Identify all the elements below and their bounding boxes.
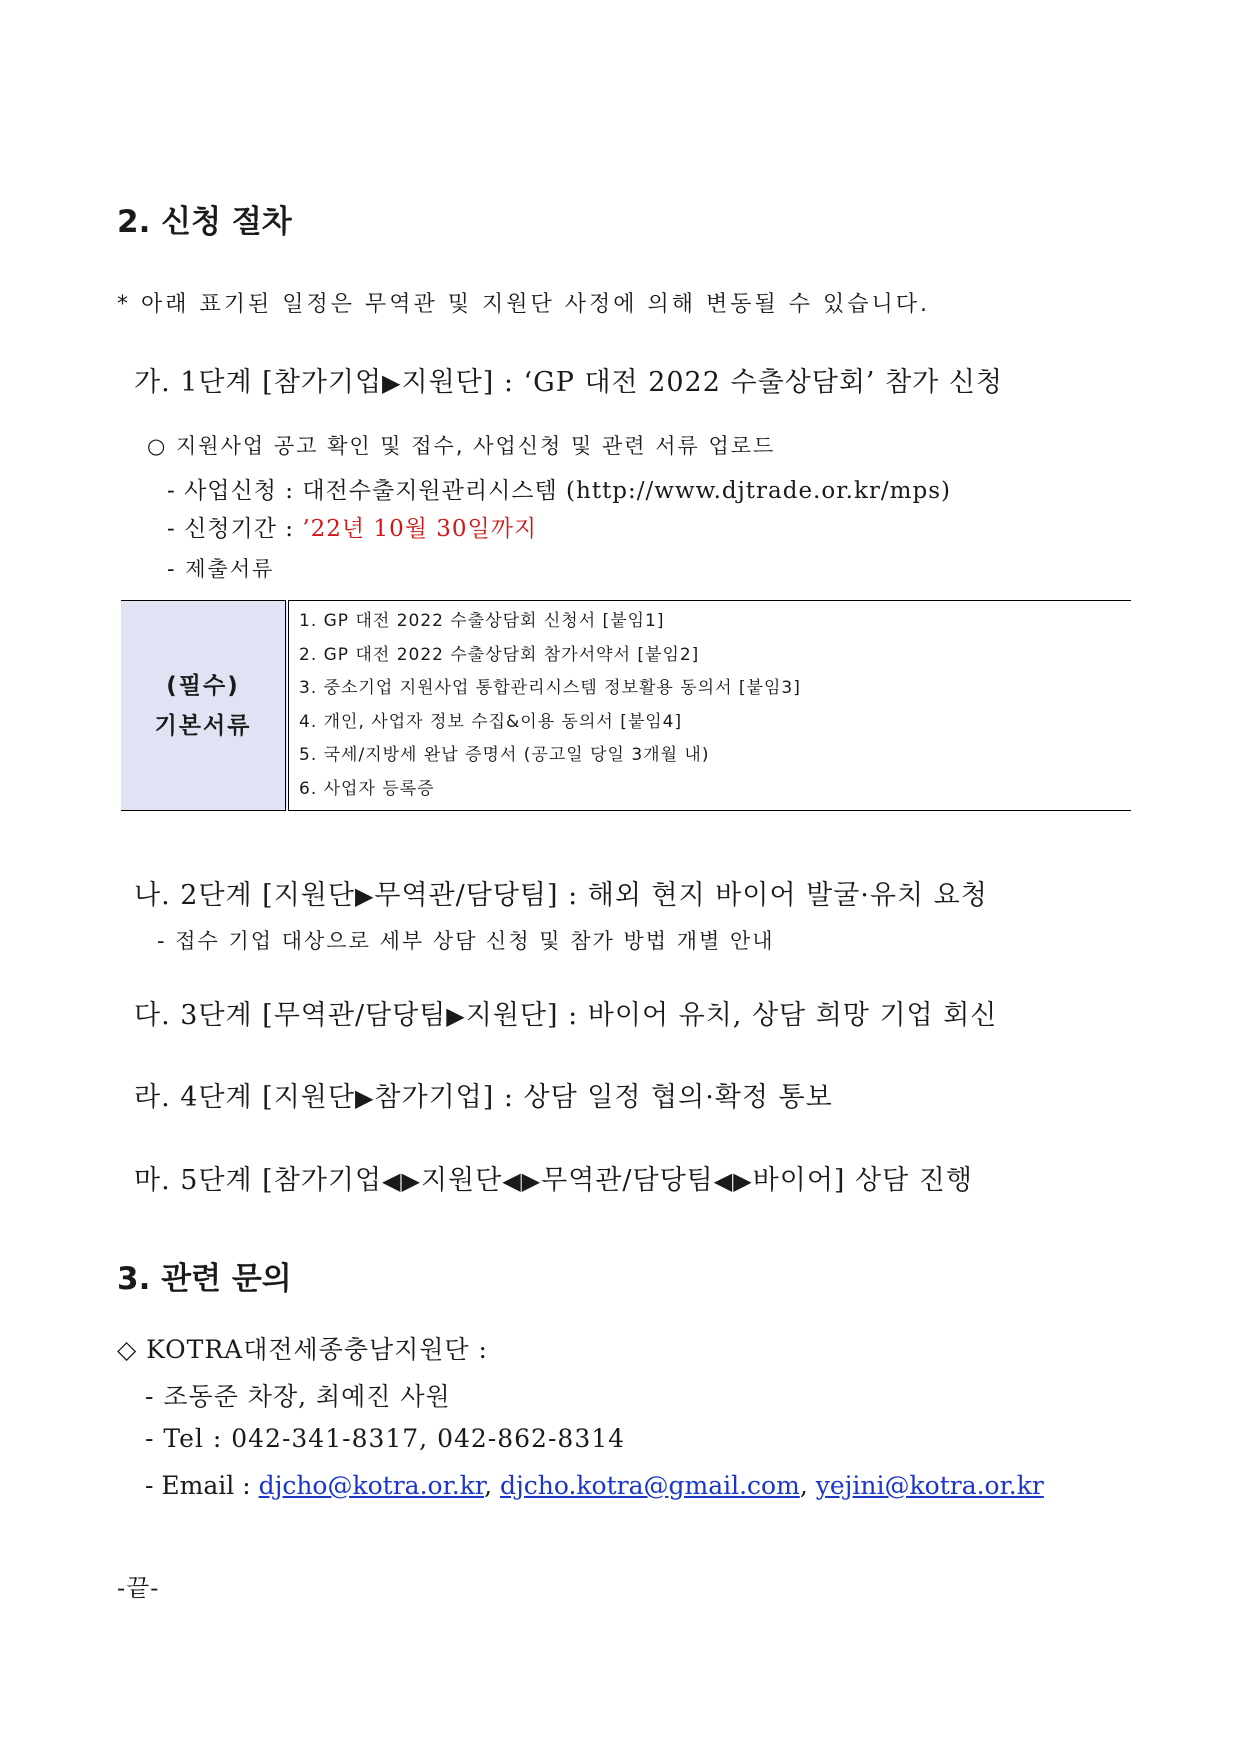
end-mark: -끝- — [117, 1574, 160, 1602]
list-item: 4. 개인, 사업자 정보 수집&이용 동의서 [붙임4] — [299, 711, 683, 732]
step-4-heading — [134, 1075, 833, 1114]
apply-period — [167, 510, 537, 543]
email-link-2[interactable]: djcho.kotra@gmail.com — [499, 1471, 800, 1500]
arrow-both-icon: ◀▶ — [502, 1167, 542, 1195]
contact-tel: - Tel : 042-341-8317, 042-862-8314 — [145, 1424, 626, 1453]
arrow-both-icon: ◀▶ — [713, 1167, 753, 1195]
step-2-prefix: 나. 2단계 [지원단 — [134, 880, 355, 911]
apply-system: - 사업신청 : 대전수출지원관리시스템 (http://www.djtrade.or.kr/mps) — [167, 478, 951, 504]
list-item: 2. GP 대전 2022 수출상담회 참가서약서 [붙임2] — [299, 644, 700, 665]
arrow-right-icon: ▶ — [354, 1084, 375, 1112]
list-item: 1. GP 대전 2022 수출상담회 신청서 [붙임1] — [299, 611, 665, 631]
step-5-part2: 지원단 — [420, 1165, 503, 1196]
arrow-right-icon: ▶ — [354, 882, 375, 910]
required-docs-table — [121, 600, 1131, 811]
apply-period-value: ’22년 10월 30일까지 — [302, 516, 538, 542]
docs-label: - 제출서류 — [167, 557, 275, 581]
email-label: - Email : — [145, 1471, 259, 1500]
email-link-1[interactable]: djcho@kotra.or.kr — [258, 1471, 485, 1500]
step-5-part3: 무역관/담당팀 — [541, 1165, 714, 1196]
step-3-heading — [134, 993, 997, 1032]
docs-header-line2: 기본서류 — [154, 712, 252, 739]
schedule-note: * 아래 표기된 일정은 무역관 및 지원단 사정에 의해 변동될 수 있습니다. — [117, 292, 930, 317]
step-4-prefix: 라. 4단계 [지원단 — [134, 1082, 355, 1113]
step-1-bullet: ○ 지원사업 공고 확인 및 접수, 사업신청 및 관련 서류 업로드 — [147, 434, 776, 458]
arrow-both-icon: ◀▶ — [382, 1167, 421, 1195]
step-2-heading — [134, 873, 988, 912]
step-4-text: 참가기업] : 상담 일정 협의·확정 통보 — [374, 1082, 833, 1113]
step-1-heading — [134, 360, 1003, 399]
step-5-part4: 바이어] 상담 진행 — [752, 1165, 973, 1196]
docs-list — [287, 601, 1131, 811]
list-item: 5. 국세/지방세 완납 증명서 (공고일 당일 3개월 내) — [299, 745, 710, 765]
section-3-title: 3. 관련 문의 — [117, 1261, 292, 1297]
step-1-prefix: 가. 1단계 [참가기업 — [134, 367, 383, 398]
contact-email — [145, 1471, 1044, 1500]
email-separator: , — [799, 1471, 808, 1500]
docs-table-header — [121, 601, 287, 811]
step-3-text: 지원단] : 바이어 유치, 상담 희망 기업 회신 — [465, 1000, 998, 1031]
docs-header-line1: (필수) — [166, 672, 240, 699]
apply-period-label: - 신청기간 : — [167, 516, 303, 542]
step-5-heading — [134, 1158, 973, 1197]
contact-org: ◇ KOTRA대전세종충남지원단 : — [117, 1335, 488, 1364]
list-item: 3. 중소기업 지원사업 통합관리시스템 정보활용 동의서 [붙임3] — [299, 678, 801, 698]
step-1-text: 지원단] : ‘GP 대전 2022 수출상담회’ 참가 신청 — [401, 367, 1003, 398]
arrow-right-icon: ▶ — [382, 369, 402, 397]
step-2-sub: - 접수 기업 대상으로 세부 상담 신청 및 참가 방법 개별 안내 — [157, 929, 775, 953]
arrow-right-icon: ▶ — [446, 1002, 466, 1030]
email-separator: , — [484, 1471, 493, 1500]
list-item: 6. 사업자 등록증 — [299, 778, 435, 799]
section-2-title: 2. 신청 절차 — [117, 204, 292, 240]
step-3-prefix: 다. 3단계 [무역관/담당팀 — [134, 1000, 447, 1031]
step-5-prefix: 마. 5단계 [참가기업 — [134, 1165, 383, 1196]
email-link-3[interactable]: yejini@kotra.or.kr — [815, 1471, 1044, 1500]
step-2-text: 무역관/담당팀] : 해외 현지 바이어 발굴·유치 요청 — [374, 880, 988, 911]
contact-people: - 조동준 차장, 최예진 사원 — [145, 1382, 451, 1411]
